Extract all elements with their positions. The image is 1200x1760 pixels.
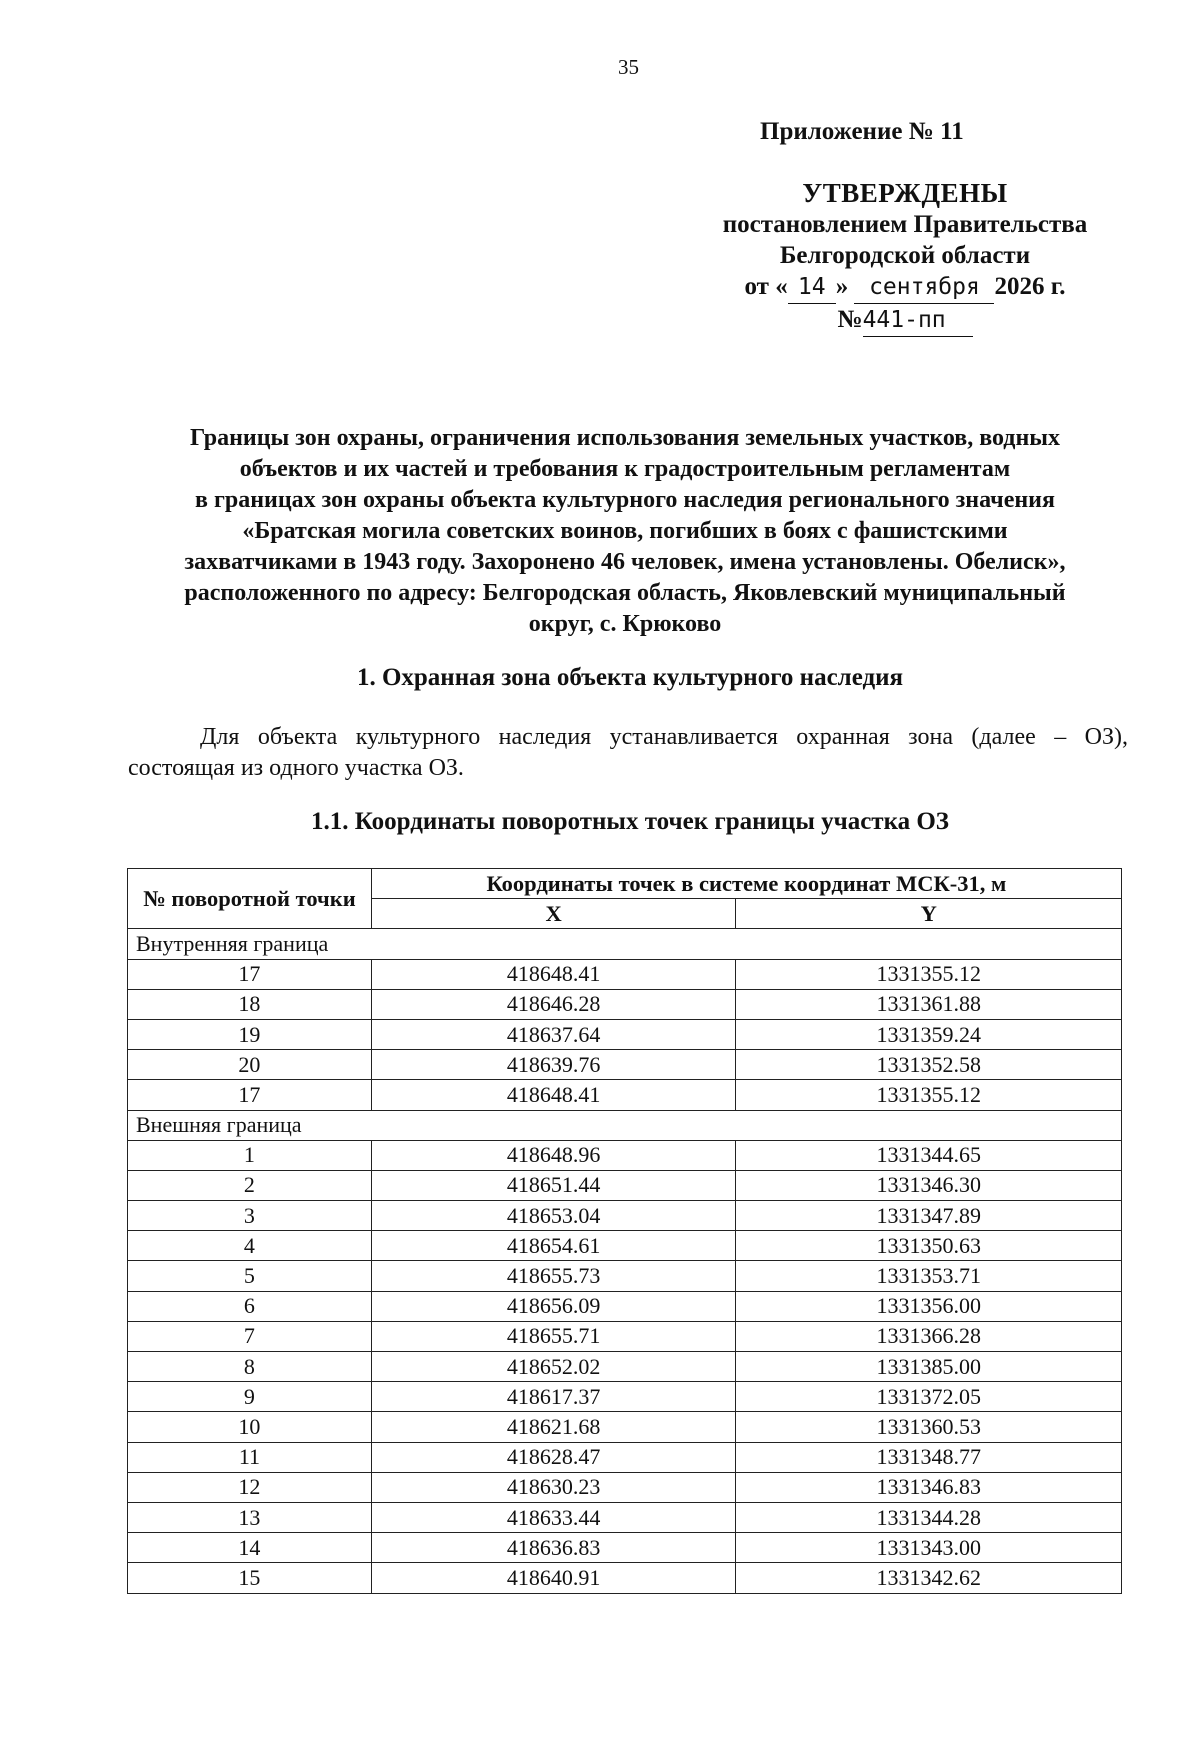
approval-title: УТВЕРЖДЕНЫ [802, 178, 1008, 208]
table-row [128, 1140, 1122, 1170]
point-number-cell: 7 [128, 1321, 372, 1351]
y-coordinate-cell: 1331355.12 [736, 1080, 1122, 1110]
approval-line-2: Белгородской области [779, 242, 1031, 269]
x-coordinate-cell: 418648.41 [371, 959, 736, 989]
title-line: в границах зон охраны объекта культурного наследия регионального значения [194, 487, 1055, 513]
date-prefix: от « [744, 273, 788, 300]
table-row [128, 1170, 1122, 1200]
table-row [128, 959, 1122, 989]
point-number-cell: 13 [128, 1502, 372, 1532]
y-coordinate-cell: 1331366.28 [736, 1321, 1122, 1351]
y-coordinate-cell: 1331344.65 [736, 1140, 1122, 1170]
y-coordinate-cell: 1331346.83 [736, 1472, 1122, 1502]
x-coordinate-cell: 418648.96 [371, 1140, 736, 1170]
subsection-heading: 1.1. Координаты поворотных точек границы участка ОЗ [311, 808, 949, 835]
x-coordinate-cell: 418633.44 [371, 1502, 736, 1532]
table-row [128, 1050, 1122, 1080]
title-line: объектов и их частей и требования к градостроительным регламентам [239, 456, 1011, 482]
y-coordinate-cell: 1331352.58 [736, 1050, 1122, 1080]
date-day: 14 [788, 272, 836, 304]
x-coordinate-cell: 418655.73 [371, 1261, 736, 1291]
point-number-cell: 4 [128, 1231, 372, 1261]
point-number-cell: 10 [128, 1412, 372, 1442]
x-coordinate-cell: 418656.09 [371, 1291, 736, 1321]
approval-block [690, 178, 1120, 337]
y-coordinate-cell: 1331359.24 [736, 1019, 1122, 1049]
y-coordinate-cell: 1331385.00 [736, 1352, 1122, 1382]
table-row [128, 1352, 1122, 1382]
table-body [128, 929, 1122, 1593]
x-coordinate-cell: 418628.47 [371, 1442, 736, 1472]
approval-number [690, 304, 1120, 337]
point-number-cell: 9 [128, 1382, 372, 1412]
x-coordinate-cell: 418652.02 [371, 1352, 736, 1382]
y-coordinate-cell: 1331356.00 [736, 1291, 1122, 1321]
x-coordinate-cell: 418640.91 [371, 1563, 736, 1593]
point-number-cell: 20 [128, 1050, 372, 1080]
point-number-cell: 11 [128, 1442, 372, 1472]
x-coordinate-cell: 418630.23 [371, 1472, 736, 1502]
point-number-cell: 12 [128, 1472, 372, 1502]
x-coordinate-cell: 418637.64 [371, 1019, 736, 1049]
x-coordinate-cell: 418646.28 [371, 989, 736, 1019]
point-number-cell: 3 [128, 1201, 372, 1231]
date-month: сентября [854, 272, 994, 304]
number-value: 441-пп [863, 305, 973, 337]
y-coordinate-cell: 1331344.28 [736, 1502, 1122, 1532]
group-label: Внутренняя граница [128, 929, 1122, 959]
x-coordinate-cell: 418639.76 [371, 1050, 736, 1080]
point-number-cell: 2 [128, 1170, 372, 1200]
y-coordinate-cell: 1331372.05 [736, 1382, 1122, 1412]
table-row [128, 989, 1122, 1019]
x-coordinate-cell: 418617.37 [371, 1382, 736, 1412]
y-coordinate-cell: 1331353.71 [736, 1261, 1122, 1291]
point-number-cell: 1 [128, 1140, 372, 1170]
x-coordinate-cell: 418621.68 [371, 1412, 736, 1442]
header-point-number: № поворотной точки [128, 869, 372, 929]
point-number-cell: 5 [128, 1261, 372, 1291]
table-row [128, 1412, 1122, 1442]
table-row [128, 1533, 1122, 1563]
title-line: захватчиками в 1943 году. Захоронено 46 человек, имена установлены. Обелиск», [184, 549, 1066, 575]
document-title [125, 423, 1125, 640]
title-line: расположенного по адресу: Белгородская область, Яковлевский муниципальный [184, 580, 1066, 606]
quote-close: » [835, 273, 849, 300]
group-row [128, 929, 1122, 959]
point-number-cell: 18 [128, 989, 372, 1019]
table-row [128, 1201, 1122, 1231]
table-row [128, 1382, 1122, 1412]
intro-text: Для объекта культурного наследия устанавливается охранная зона (далее – ОЗ), состоящая из одного участка ОЗ. [128, 724, 1128, 781]
point-number-cell: 19 [128, 1019, 372, 1049]
x-coordinate-cell: 418654.61 [371, 1231, 736, 1261]
y-coordinate-cell: 1331361.88 [736, 989, 1122, 1019]
table-row [128, 1442, 1122, 1472]
title-line: «Братская могила советских воинов, погибших в боях с фашистскими [242, 518, 1008, 544]
table-row [128, 1563, 1122, 1593]
table-row [128, 1472, 1122, 1502]
header-y: Y [736, 899, 1122, 929]
title-line: округ, с. Крюково [528, 611, 722, 637]
approval-line-1: постановлением Правительства [722, 211, 1088, 238]
header-x: X [371, 899, 736, 929]
point-number-cell: 6 [128, 1291, 372, 1321]
title-line: Границы зон охраны, ограничения использования земельных участков, водных [189, 425, 1061, 451]
approval-date [690, 271, 1120, 304]
x-coordinate-cell: 418648.41 [371, 1080, 736, 1110]
table-row [128, 1080, 1122, 1110]
point-number-cell: 14 [128, 1533, 372, 1563]
table-row [128, 1261, 1122, 1291]
coordinates-table [127, 868, 1122, 1594]
y-coordinate-cell: 1331348.77 [736, 1442, 1122, 1472]
table-row [128, 1231, 1122, 1261]
y-coordinate-cell: 1331343.00 [736, 1533, 1122, 1563]
x-coordinate-cell: 418651.44 [371, 1170, 736, 1200]
point-number-cell: 17 [128, 959, 372, 989]
group-row [128, 1110, 1122, 1140]
x-coordinate-cell: 418653.04 [371, 1201, 736, 1231]
point-number-cell: 17 [128, 1080, 372, 1110]
point-number-cell: 8 [128, 1352, 372, 1382]
intro-paragraph [128, 722, 1128, 784]
table-row [128, 1321, 1122, 1351]
x-coordinate-cell: 418655.71 [371, 1321, 736, 1351]
page-number: 35 [618, 55, 639, 79]
group-label: Внешняя граница [128, 1110, 1122, 1140]
table-row [128, 1502, 1122, 1532]
y-coordinate-cell: 1331346.30 [736, 1170, 1122, 1200]
table-row [128, 1291, 1122, 1321]
y-coordinate-cell: 1331360.53 [736, 1412, 1122, 1442]
x-coordinate-cell: 418636.83 [371, 1533, 736, 1563]
date-year: 2026 г. [994, 273, 1066, 300]
y-coordinate-cell: 1331347.89 [736, 1201, 1122, 1231]
y-coordinate-cell: 1331355.12 [736, 959, 1122, 989]
y-coordinate-cell: 1331350.63 [736, 1231, 1122, 1261]
section-heading: 1. Охранная зона объекта культурного наследия [356, 664, 904, 691]
number-prefix: № [837, 306, 863, 333]
y-coordinate-cell: 1331342.62 [736, 1563, 1122, 1593]
appendix-label: Приложение № 11 [760, 118, 964, 145]
table-row [128, 1019, 1122, 1049]
point-number-cell: 15 [128, 1563, 372, 1593]
header-coordinates: Координаты точек в системе координат МСК-31, м [371, 869, 1121, 899]
